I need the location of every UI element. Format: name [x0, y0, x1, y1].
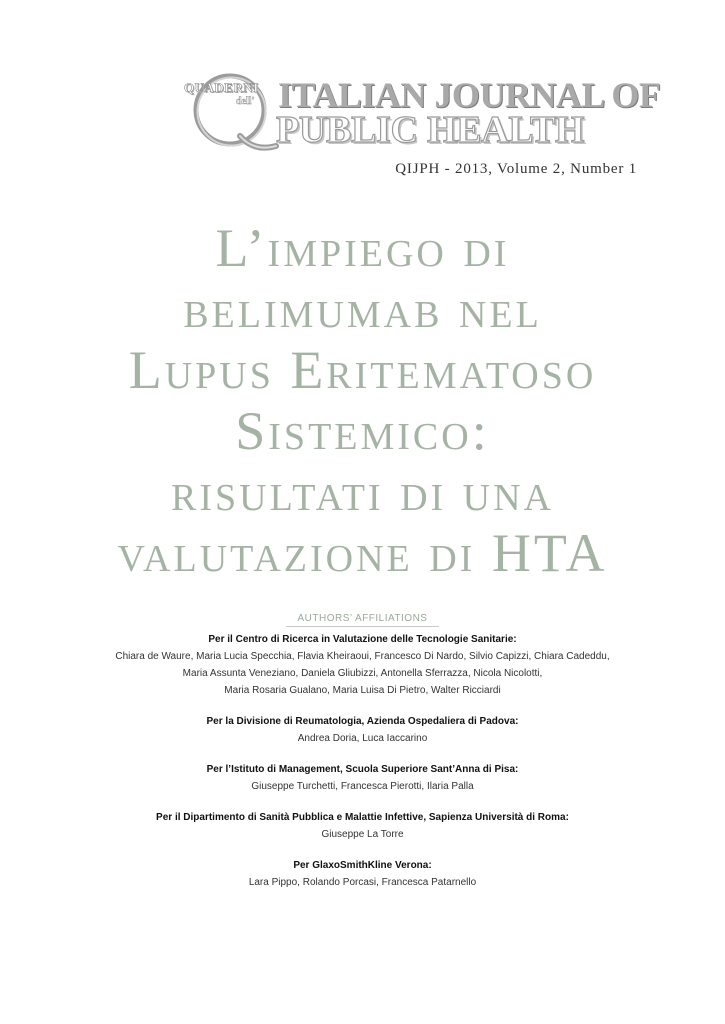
dell-label: dell' — [236, 96, 255, 107]
affiliation-authors: Andrea Doria, Luca Iaccarino — [297, 733, 428, 744]
affiliation-authors: Giuseppe La Torre — [321, 829, 404, 840]
journal-title-line-2: PUBLIC HEALTH — [276, 109, 585, 151]
quaderni-label: QUADERNI — [184, 80, 259, 95]
article-title-line: valutazione di HTA — [117, 523, 608, 583]
affiliation-group — [0, 631, 725, 699]
affiliation-name: Per l’Istituto di Management, Scuola Superiore Sant’Anna di Pisa: — [206, 764, 519, 775]
affiliation-authors: Maria Assunta Veneziano, Daniela Gliubizzi, Antonella Sferrazza, Nicola Nicolotti, — [182, 668, 543, 679]
affiliation-authors: Giuseppe Turchetti, Francesca Pierotti, Ilaria Palla — [251, 781, 474, 792]
article-title-line: L’impiego di — [215, 218, 510, 278]
affiliation-group — [0, 857, 725, 891]
affiliation-name: Per GlaxoSmithKline Verona: — [293, 860, 432, 871]
affiliation-authors: Maria Rosaria Gualano, Maria Luisa Di Pietro, Walter Ricciardi — [224, 685, 501, 696]
article-title — [0, 218, 725, 584]
journal-masthead — [178, 66, 661, 158]
article-title-line: Lupus Eritematoso — [128, 340, 597, 400]
article-title-line: risultati di una — [171, 462, 554, 522]
journal-title-line-1: ITALIAN JOURNAL OF — [278, 75, 661, 115]
affiliation-name: Per il Dipartimento di Sanità Pubblica e Malattie Infettive, Sapienza Università di Roma: — [156, 812, 569, 823]
authors-affiliations — [0, 608, 725, 905]
affiliation-authors: Lara Pippo, Rolando Porcasi, Francesca Patarnello — [248, 877, 477, 888]
affiliation-group — [0, 809, 725, 843]
affiliation-group — [0, 713, 725, 747]
affiliations-heading: AUTHORS’ AFFILIATIONS — [286, 613, 440, 627]
affiliation-group — [0, 761, 725, 795]
article-title-line: belimumab nel — [183, 279, 542, 339]
issue-info: QIJPH - 2013, Volume 2, Number 1 — [395, 161, 637, 177]
affiliation-name: Per la Divisione di Reumatologia, Azienda Ospedaliera di Padova: — [206, 716, 519, 727]
affiliation-authors: Chiara de Waure, Maria Lucia Specchia, Flavia Kheiraoui, Francesco Di Nardo, Silvio Capizzi, Chiara Cadeddu, — [115, 651, 610, 662]
affiliation-name: Per il Centro di Ricerca in Valutazione delle Tecnologie Sanitarie: — [208, 634, 517, 645]
article-title-line: Sistemico: — [235, 401, 490, 461]
